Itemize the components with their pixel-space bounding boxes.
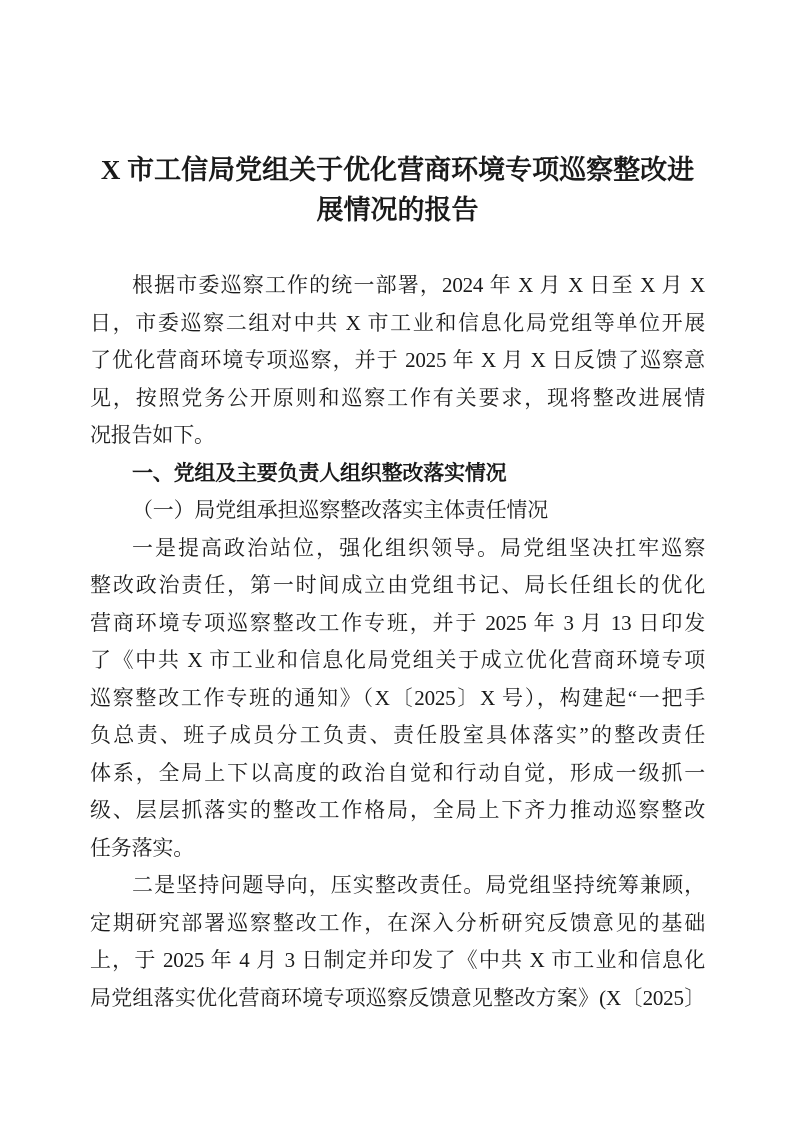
document-title-line: X 市工信局党组关于优化营商环境专项巡察整改进 bbox=[100, 155, 695, 185]
paragraph-line: 了《中共 X 市工业和信息化局党组关于成立优化营商环境专项 bbox=[90, 648, 705, 672]
paragraph-line: 级、层层抓落实的整改工作格局，全局上下齐力推动巡察整改 bbox=[90, 798, 705, 822]
paragraph-line: 了优化营商环境专项巡察，并于 2025 年 X 月 X 日反馈了巡察意 bbox=[90, 348, 705, 372]
document-title bbox=[90, 150, 705, 230]
paragraph-line: 况报告如下。 bbox=[90, 423, 215, 447]
paragraph-line: 见，按照党务公开原则和巡察工作有关要求，现将整改进展情 bbox=[90, 385, 705, 410]
paragraph-line: 定期研究部署巡察整改工作，在深入分析研究反馈意见的基础 bbox=[90, 910, 705, 935]
paragraph-line: 体系，全局上下以高度的政治自觉和行动自觉，形成一级抓一 bbox=[90, 760, 705, 785]
paragraph-line: 整改政治责任，第一时间成立由党组书记、局长任组长的优化 bbox=[90, 573, 705, 597]
paragraph-line: 任务落实。 bbox=[90, 835, 194, 860]
paragraph-line: 负总责、班子成员分工负责、责任股室具体落实”的整改责任 bbox=[90, 723, 705, 747]
paragraph-line: 日，市委巡察二组对中共 X 市工业和信息化局党组等单位开展 bbox=[90, 310, 705, 335]
paragraph-line: 营商环境专项巡察整改工作专班，并于 2025 年 3 月 13 日印发 bbox=[90, 610, 705, 635]
paragraph-line: 上，于 2025 年 4 月 3 日制定并印发了《中共 X 市工业和信息化 bbox=[90, 948, 705, 972]
heading2-line: （一）局党组承担巡察整改落实主体责任情况 bbox=[132, 498, 548, 522]
document-body bbox=[90, 267, 705, 1017]
heading1-line: 一、党组及主要负责人组织整改落实情况 bbox=[132, 460, 507, 485]
paragraph-line: 根据市委巡察工作的统一部署，2024 年 X 月 X 日至 X 月 X bbox=[132, 273, 705, 297]
paragraph-line: 二是坚持问题导向，压实整改责任。局党组坚持统筹兼顾， bbox=[132, 873, 705, 897]
document-title-line: 展情况的报告 bbox=[316, 195, 479, 225]
paragraph-line: 局党组落实优化营商环境专项巡察反馈意见整改方案》(X〔2025〕 bbox=[90, 985, 705, 1010]
paragraph-line: 巡察整改工作专班的通知》（X〔2025〕X 号），构建起“一把手 bbox=[90, 685, 705, 710]
paragraph-line: 一是提高政治站位，强化组织领导。局党组坚决扛牢巡察 bbox=[132, 535, 705, 560]
